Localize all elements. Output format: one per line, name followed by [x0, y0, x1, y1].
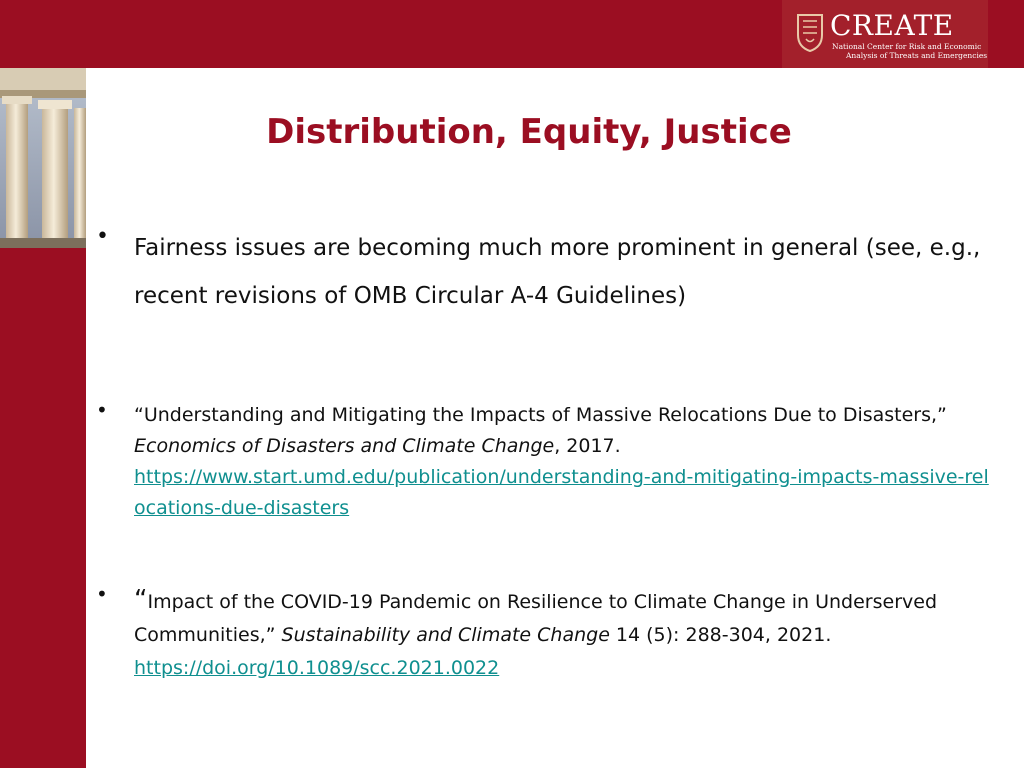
create-logo: [782, 0, 988, 68]
bullet-marker: •: [96, 582, 108, 606]
bullet-fairness: [134, 224, 1004, 320]
bullet-marker: •: [96, 224, 109, 249]
slide-title: Distribution, Equity, Justice: [266, 112, 792, 152]
pillars-image: [0, 68, 86, 248]
logo-subtitle-line1: National Center for Risk and Economic: [832, 42, 982, 51]
covid-doi-link[interactable]: https://doi.org/10.1089/scc.2021.0022: [134, 657, 500, 679]
bullet-covid-citation: [134, 584, 1000, 685]
citation-title: “Understanding and Mitigating the Impacts of Massive Relocations Due to Disasters,”: [134, 404, 947, 426]
bullet-fairness-text: Fairness issues are becoming much more prominent in general (see, e.g., recent revisions of OMB Circular A-4 Guidelines): [134, 235, 981, 309]
logo-subtitle-line2: Analysis of Threats and Emergencies: [846, 51, 988, 60]
shield-icon: [796, 13, 824, 57]
relocations-link[interactable]: https://www.start.umd.edu/publication/understanding-and-mitigating-impacts-massive-relocations-due-disasters: [134, 466, 989, 519]
bullet-relocations-citation: [134, 400, 1000, 524]
citation-details: 14 (5): 288-304, 2021.: [609, 624, 832, 646]
logo-subtitle: [832, 42, 987, 60]
citation-open-quote: “: [134, 585, 148, 615]
bullet-marker: •: [96, 398, 108, 422]
citation-journal: Economics of Disasters and Climate Change: [134, 435, 555, 457]
citation-year: , 2017.: [554, 435, 621, 457]
citation-title: Impact of the COVID-19 Pandemic on Resilience to Climate Change in Underserved Communities,”: [134, 591, 938, 646]
citation-journal: Sustainability and Climate Change: [281, 624, 610, 646]
logo-name: CREATE: [830, 9, 954, 42]
